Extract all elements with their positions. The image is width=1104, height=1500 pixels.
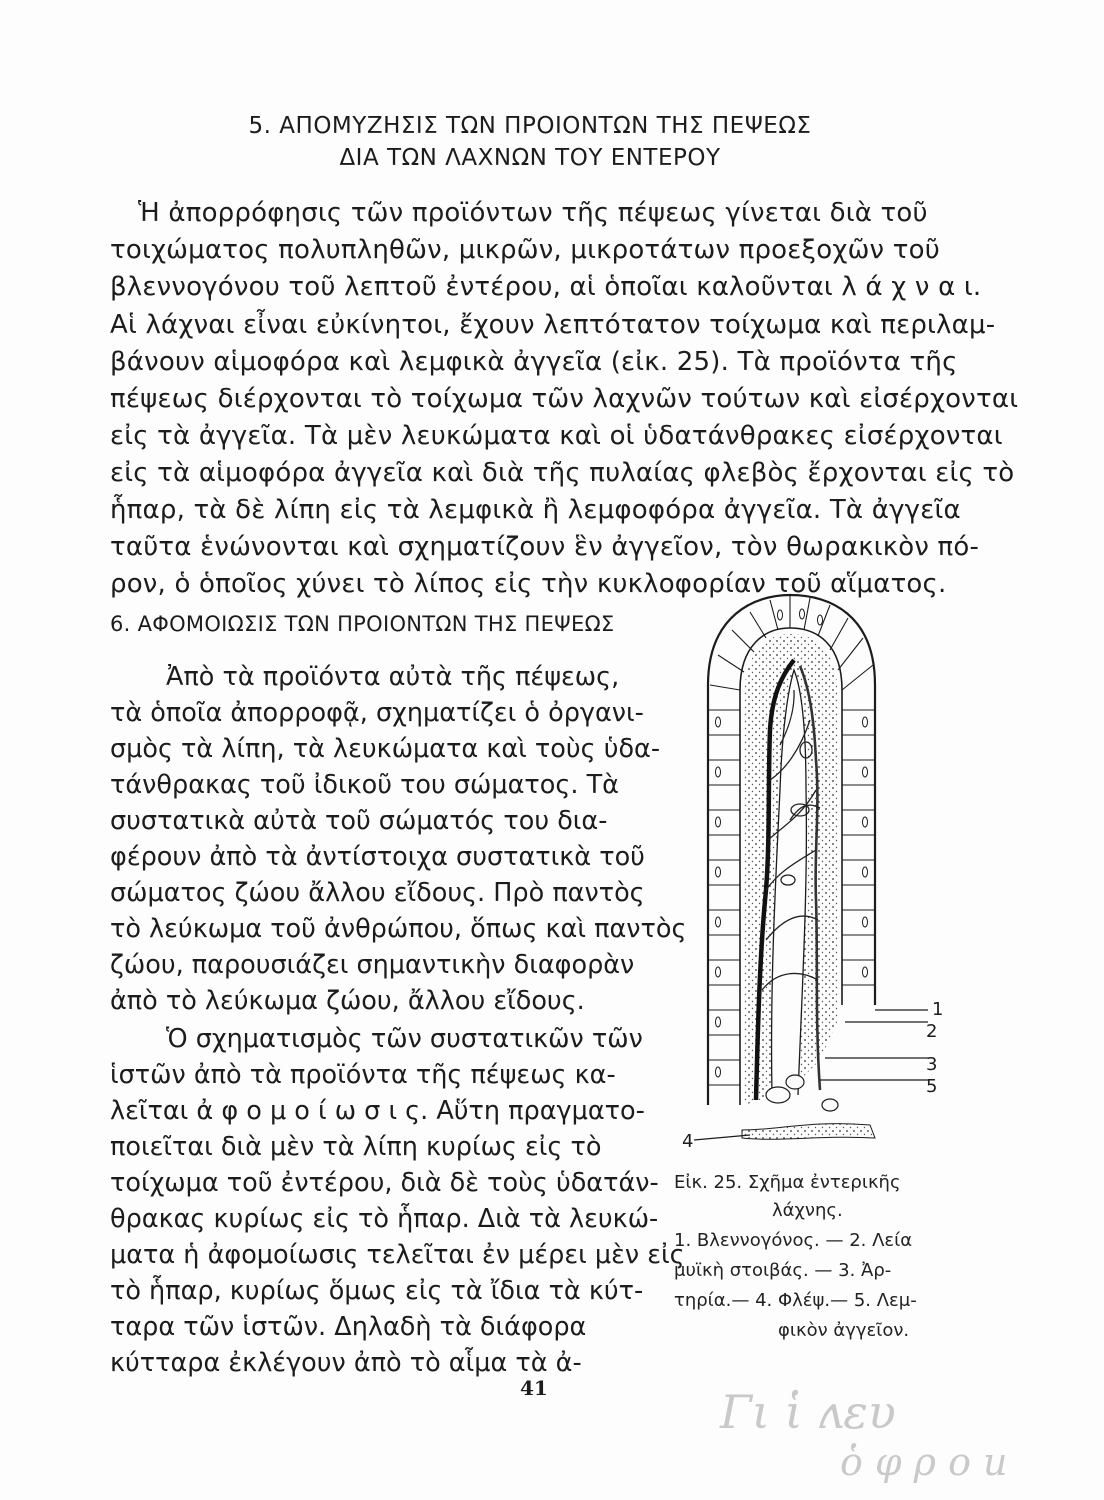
body-line: Ἡ ἀπορρόφησις τῶν προϊόντων τῆς πέψεως γίνεται διὰ τοῦ [138, 198, 928, 228]
pencil-note-line1: Γι ἱ ʌευ [720, 1385, 896, 1439]
body-line: ζώου, παρουσιάζει σημαντικὴν διαφορὰν [110, 950, 635, 980]
pencil-note-line2: ὁ φ ρ ο u [840, 1440, 1008, 1484]
caption-line: φικὸν ἀγγεῖον. [778, 1320, 910, 1341]
caption-line: λάχνης. [772, 1200, 843, 1221]
body-line: πέψεως διέρχονται τὸ τοίχωμα τῶν λαχνῶν τούτων καὶ εἰσέρχονται [110, 384, 1019, 414]
figure-label: 5 [926, 1076, 938, 1097]
body-line: ἱστῶν ἀπὸ τὰ προϊόντα τῆς πέψεως κα- [110, 1060, 616, 1090]
figure-label: 4 [682, 1131, 694, 1152]
body-line: τὸ ἧπαρ, κυρίως ὅμως εἰς τὰ ἴδια τὰ κύτ- [110, 1276, 644, 1306]
caption-line: 1. Βλεννογόνος. — 2. Λεία [674, 1230, 913, 1251]
body-line: σώματος ζώου ἄλλου εἴδους. Πρὸ παντὸς [110, 878, 645, 908]
body-line: εἰς τὰ αἱμοφόρα ἀγγεῖα καὶ διὰ τῆς πυλαίας φλεβὸς ἔρχονται εἰς τὸ [110, 458, 1015, 488]
body-line: ἧπαρ, τὰ δὲ λίπη εἰς τὰ λεμφικὰ ἢ λεμφοφόρα ἀγγεῖα. Τὰ ἀγγεῖα [110, 495, 961, 525]
body-line: Ἀπὸ τὰ προϊόντα αὐτὰ τῆς πέψεως, [166, 662, 620, 692]
section-6-heading: 6. ΑΦΟΜΟΙΩΣΙΣ ΤΩΝ ΠΡΟΙΟΝΤΩΝ ΤΗΣ ΠΕΨΕΩΣ [110, 612, 615, 636]
body-line: Ὁ σχηματισμὸς τῶν συστατικῶν τῶν [166, 1024, 643, 1054]
body-line: τοίχωμα τοῦ ἐντέρου, διὰ δὲ τοὺς ὑδατάν- [110, 1168, 659, 1198]
caption-line: μυϊκὴ στοιβάς. — 3. Ἀρ- [674, 1260, 892, 1281]
body-line: ταῦτα ἑνώνονται καὶ σχηματίζουν ἓν ἀγγεῖον, τὸν θωρακικὸν πό- [110, 532, 980, 562]
body-line: Αἱ λάχναι εἶναι εὐκίνητοι, ἔχουν λεπτότατον τοίχωμα καὶ περιλαμ- [110, 310, 996, 340]
body-line: τοιχώματος πολυπληθῶν, μικρῶν, μικροτάτων προεξοχῶν τοῦ [110, 235, 940, 265]
body-line: συστατικὰ αὐτὰ τοῦ σώματός του δια- [110, 806, 608, 836]
section-5-heading-line1: 5. ΑΠΟΜΥΖΗΣΙΣ ΤΩΝ ΠΡΟΙΟΝΤΩΝ ΤΗΣ ΠΕΨΕΩΣ [248, 113, 812, 139]
body-line: κύτταρα ἐκλέγουν ἀπὸ τὸ αἷμα τὰ ἀ- [110, 1348, 582, 1378]
body-line: ρον, ὁ ὁποῖος χύνει τὸ λίπος εἰς τὴν κυκλοφορίαν τοῦ αἵματος. [110, 569, 947, 599]
body-line: σμὸς τὰ λίπη, τὰ λευκώματα καὶ τοὺς ὑδα- [110, 734, 661, 764]
figure-label: 2 [926, 1021, 938, 1042]
body-line: βλεννογόνου τοῦ λεπτοῦ ἐντέρου, αἱ ὁποῖαι καλοῦνται λ ά χ ν α ι. [110, 272, 982, 302]
figure-label: 3 [926, 1054, 938, 1075]
caption-line: τηρία.— 4. Φλέψ.— 5. Λεμ- [674, 1290, 917, 1311]
section-5-heading [180, 110, 880, 174]
page-number: 41 [520, 1376, 548, 1400]
base-region [742, 1124, 875, 1140]
section-5-heading-line2: ΔΙΑ ΤΩΝ ΛΑΧΝΩΝ ΤΟΥ ΕΝΤΕΡΟΥ [339, 145, 721, 171]
body-line: ματα ἡ ἀφομοίωσις τελεῖται ἐν μέρει μὲν εἰς [110, 1240, 685, 1270]
body-line: ποιεῖται διὰ μὲν τὰ λίπη κυρίως εἰς τὸ [110, 1132, 602, 1162]
body-line: τὸ λεύκωμα τοῦ ἀνθρώπου, ὅπως καὶ παντὸς [110, 914, 687, 944]
figure-label: 1 [932, 999, 944, 1020]
body-line: λεῖται ἀ φ ο μ ο ί ω σ ι ς. Αὕτη πραγματο- [110, 1096, 645, 1126]
body-line: ἀπὸ τὸ λεύκωμα ζώου, ἄλλου εἴδους. [110, 986, 585, 1016]
caption-line: Εἰκ. 25. Σχῆμα ἐντερικῆς [674, 1172, 901, 1193]
body-line: ταρα τῶν ἱστῶν. Δηλαδὴ τὰ διάφορα [110, 1312, 587, 1342]
body-line: εἰς τὰ ἀγγεῖα. Τὰ μὲν λευκώματα καὶ οἱ ὑδατάνθρακες εἰσέρχονται [110, 421, 1003, 451]
villus-figure [670, 590, 960, 1160]
body-line: θρακας κυρίως εἰς τὸ ἧπαρ. Διὰ τὰ λευκώ- [110, 1204, 659, 1234]
body-line: φέρουν ἀπὸ τὰ ἀντίστοιχα συστατικὰ τοῦ [110, 842, 645, 872]
body-line: βάνουν αἱμοφόρα καὶ λεμφικὰ ἀγγεῖα (εἰκ. 25). Τὰ προϊόντα τῆς [110, 347, 958, 377]
body-line: τάνθρακας τοῦ ἰδικοῦ του σώματος. Τὰ [110, 770, 619, 800]
body-line: τὰ ὁποῖα ἀπορροφᾷ, σχηματίζει ὁ ὀργανι- [110, 698, 644, 728]
